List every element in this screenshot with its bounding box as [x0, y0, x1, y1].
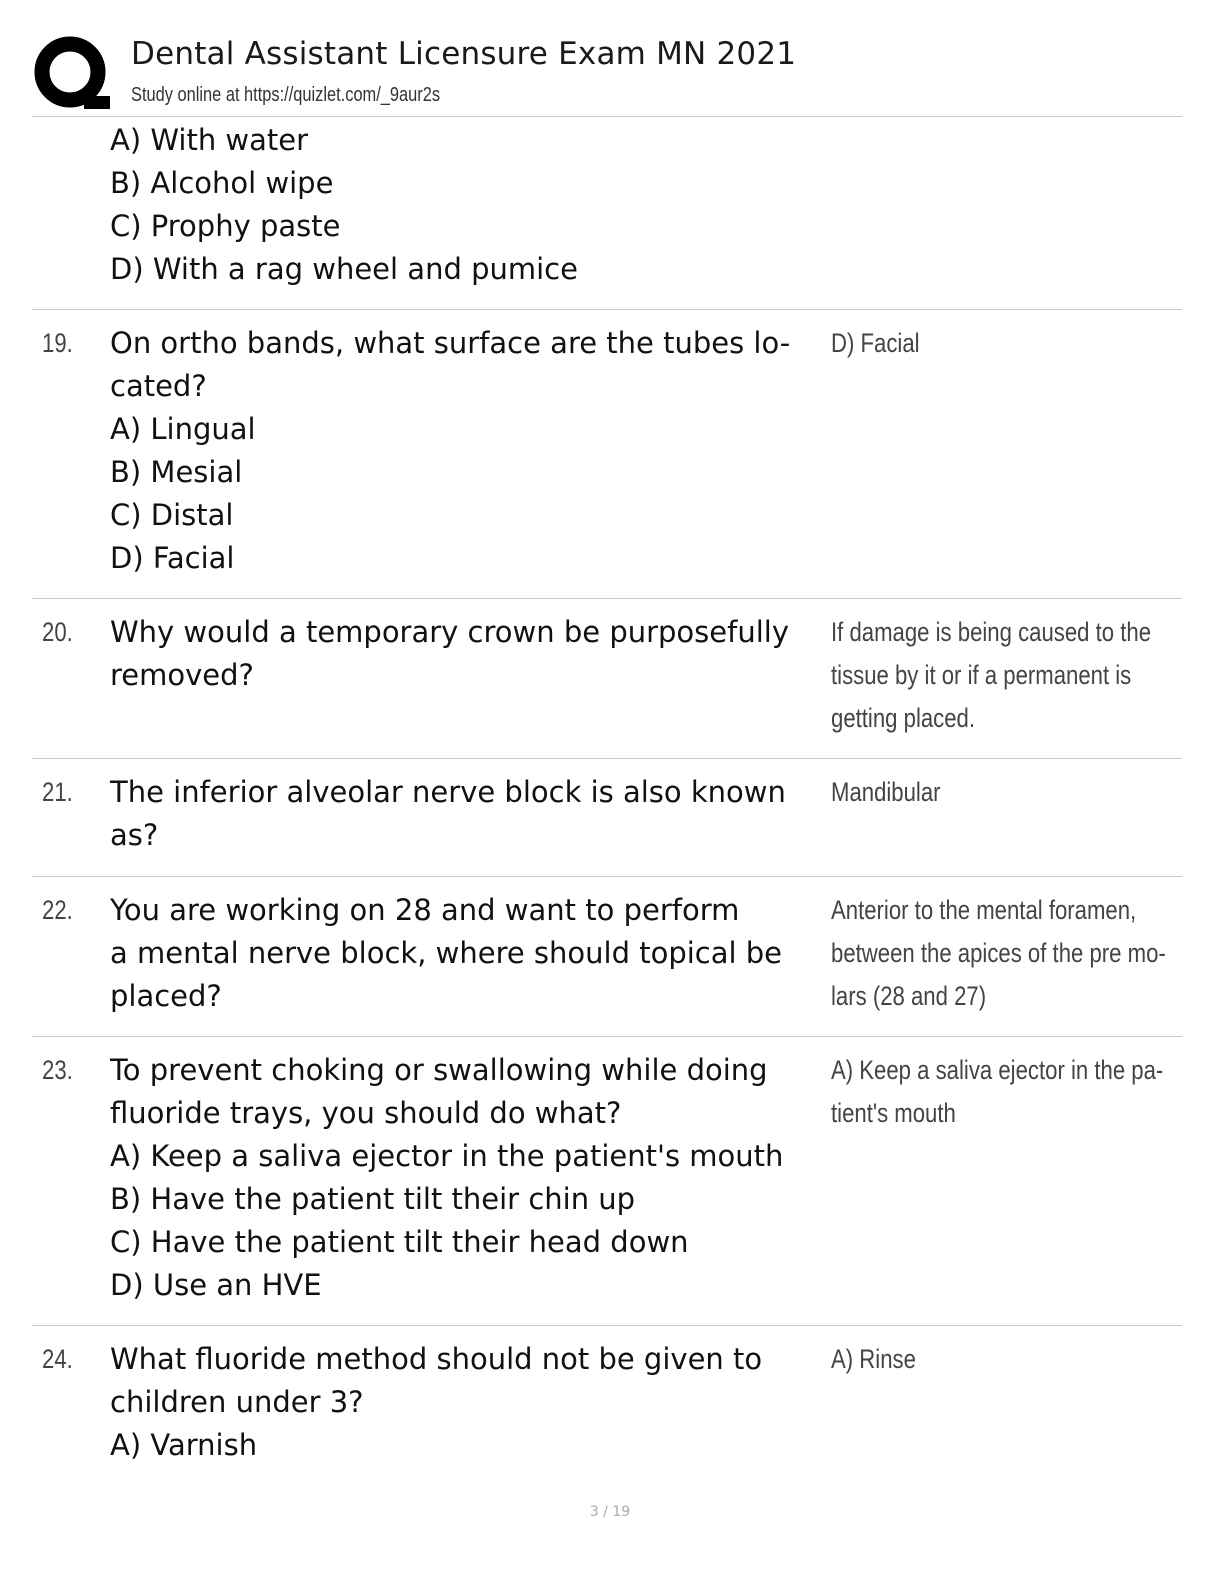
answer-line: lars (28 and 27) [831, 981, 987, 1011]
answer-line: A) Keep a saliva ejector in the pa- [831, 1055, 1164, 1085]
option-line: B) Alcohol wipe [110, 166, 334, 200]
option-line: C) Have the patient tilt their head down [110, 1225, 689, 1259]
question-line: Why would a temporary crown be purposefully [110, 615, 789, 649]
question-line: fluoride trays, you should do what? [110, 1096, 622, 1130]
answer-22 [831, 889, 1166, 1018]
answer-19 [831, 322, 1159, 365]
question-line: children under 3? [110, 1385, 364, 1419]
quizlet-logo-icon [34, 34, 110, 112]
answer-line: If damage is being caused to the [831, 617, 1152, 647]
question-line: as? [110, 818, 159, 852]
question-line: placed? [110, 979, 222, 1013]
question-line: cated? [110, 369, 207, 403]
question-line: To prevent choking or swallowing while doing [110, 1053, 768, 1087]
question-line: The inferior alveolar nerve block is also known [110, 775, 786, 809]
option-line: A) Varnish [110, 1428, 258, 1462]
page-number: 3 / 19 [589, 1504, 631, 1520]
answer-line: Mandibular [831, 777, 941, 807]
question-number-24: 24. [42, 1344, 73, 1374]
answer-line: D) Facial [831, 328, 920, 358]
question-number-19: 19. [42, 328, 73, 358]
question-20-text [110, 611, 810, 697]
question-19-text [110, 322, 810, 580]
question-23-text [110, 1049, 810, 1307]
question-line: What fluoride method should not be given to [110, 1342, 763, 1376]
question-22-text [110, 889, 810, 1018]
row-divider [32, 598, 1182, 599]
question-number-23: 23. [42, 1055, 73, 1085]
option-line: B) Have the patient tilt their chin up [110, 1182, 636, 1216]
answer-20 [831, 611, 1159, 740]
option-line: D) Facial [110, 541, 235, 575]
answer-line: between the apices of the pre mo- [831, 938, 1166, 968]
question-number-22: 22. [42, 895, 73, 925]
answer-line: Anterior to the mental foramen, [831, 895, 1137, 925]
answer-line: tissue by it or if a permanent is [831, 660, 1132, 690]
continued-question-options [110, 119, 810, 291]
option-line: D) Use an HVE [110, 1268, 322, 1302]
question-21-text [110, 771, 810, 857]
row-divider [32, 876, 1182, 877]
question-line: On ortho bands, what surface are the tubes lo- [110, 326, 791, 360]
option-line: B) Mesial [110, 455, 243, 489]
question-line: You are working on 28 and want to perform [110, 893, 740, 927]
option-line: A) With water [110, 123, 309, 157]
option-line: D) With a rag wheel and pumice [110, 252, 578, 286]
answer-23 [831, 1049, 1164, 1135]
question-24-text [110, 1338, 810, 1467]
row-divider [32, 1325, 1182, 1326]
answer-21 [831, 771, 1159, 814]
document-title: Dental Assistant Licensure Exam MN 2021 [131, 36, 797, 72]
answer-line: tient's mouth [831, 1098, 956, 1128]
question-number-20: 20. [42, 617, 73, 647]
option-line: C) Prophy paste [110, 209, 341, 243]
row-divider [32, 758, 1182, 759]
study-online-link[interactable]: Study online at https://quizlet.com/_9aur2s [131, 84, 441, 106]
option-line: C) Distal [110, 498, 234, 532]
row-divider [32, 1036, 1182, 1037]
question-number-21: 21. [42, 777, 73, 807]
header-divider [32, 116, 1182, 117]
question-line: removed? [110, 658, 254, 692]
answer-24 [831, 1338, 1159, 1381]
row-divider [32, 309, 1182, 310]
option-line: A) Keep a saliva ejector in the patient's mouth [110, 1139, 784, 1173]
answer-line: getting placed. [831, 703, 976, 733]
question-line: a mental nerve block, where should topical be [110, 936, 783, 970]
answer-line: A) Rinse [831, 1344, 916, 1374]
option-line: A) Lingual [110, 412, 256, 446]
